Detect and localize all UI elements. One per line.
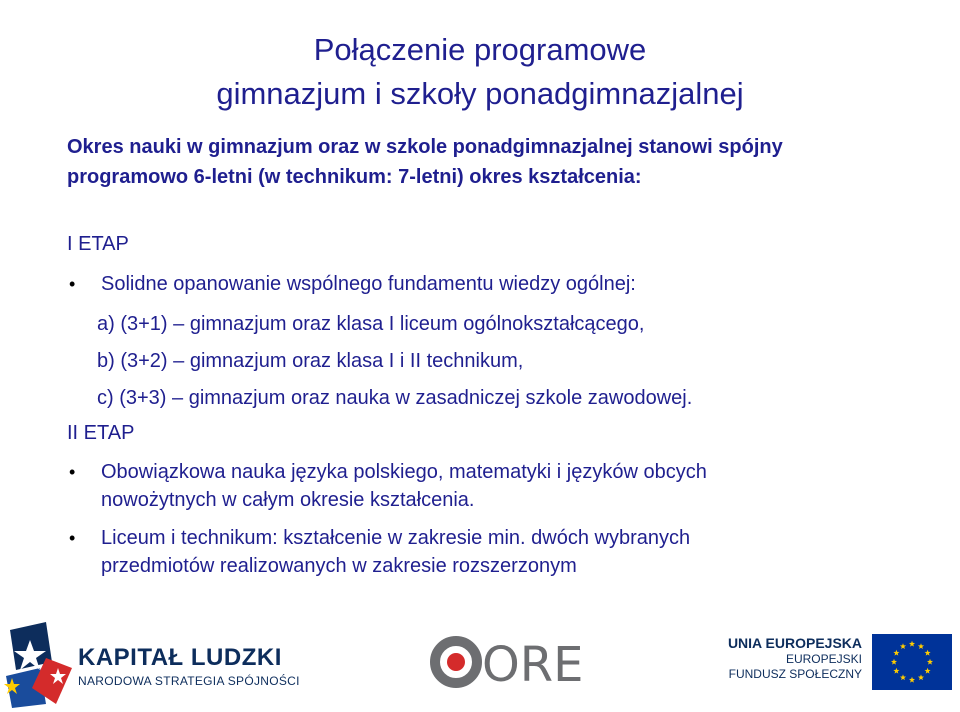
stage-1-bullet [67,270,927,298]
stage-2-bullet-1-line-2: nowożytnych w całym okresie kształcenia. [101,489,475,511]
stage-1-bullet-text: Solidne opanowanie wspólnego fundamentu wiedzy ogólnej: [101,273,636,295]
title-line-2: gimnazjum i szkoły ponadgimnazjalnej [216,76,744,111]
kapital-ludzki-name: KAPITAŁ LUDZKI [78,644,282,671]
kapital-ludzki-logo-icon [6,618,72,708]
stage-1-item-b: b) (3+2) – gimnazjum oraz klasa I i II technikum, [97,350,524,372]
eu-line-2: EUROPEJSKI [785,652,862,666]
slide-title [0,28,960,116]
stage-2-bullet-2-line-2: przedmiotów realizowanych w zakresie rozszerzonym [101,555,577,577]
stage-1-label: I ETAP [67,233,129,255]
stage-2-label: II ETAP [67,422,135,444]
eu-line-1: UNIA EUROPEJSKA [727,635,862,651]
stage-1-item-c: c) (3+3) – gimnazjum oraz nauka w zasadniczej szkole zawodowej. [97,387,693,409]
ore-logo-text: ORE [482,637,584,693]
eu-text-block [728,634,862,682]
stage-2-bullet-2 [67,524,927,580]
bullet-icon: • [69,462,76,482]
stage-2-bullet-1 [67,458,927,514]
stage-2-bullet-1-line-1: Obowiązkowa nauka języka polskiego, matematyki i języków obcych [101,461,707,483]
kapital-ludzki-subtitle: NARODOWA STRATEGIA SPÓJNOŚCI [78,674,300,688]
bullet-icon: • [69,274,76,294]
intro-line-2: programowo 6-letni (w technikum: 7-letni) okres kształcenia: [67,166,642,188]
footer-logos [0,610,960,712]
stage-2-bullet-2-line-1: Liceum i technikum: kształcenie w zakresie min. dwóch wybranych [101,527,691,549]
stage-1-item-a: a) (3+1) – gimnazjum oraz klasa I liceum ogólnokształcącego, [97,313,645,335]
title-line-1: Połączenie programowe [313,32,647,67]
eu-line-3: FUNDUSZ SPOŁECZNY [728,667,862,681]
slide-body [67,232,927,580]
intro-line-1: Okres nauki w gimnazjum oraz w szkole ponadgimnazjalnej stanowi spójny [67,136,783,158]
eu-flag-icon [872,634,952,690]
intro-paragraph [67,132,927,192]
bullet-icon: • [69,528,76,548]
ore-logo [428,634,584,693]
